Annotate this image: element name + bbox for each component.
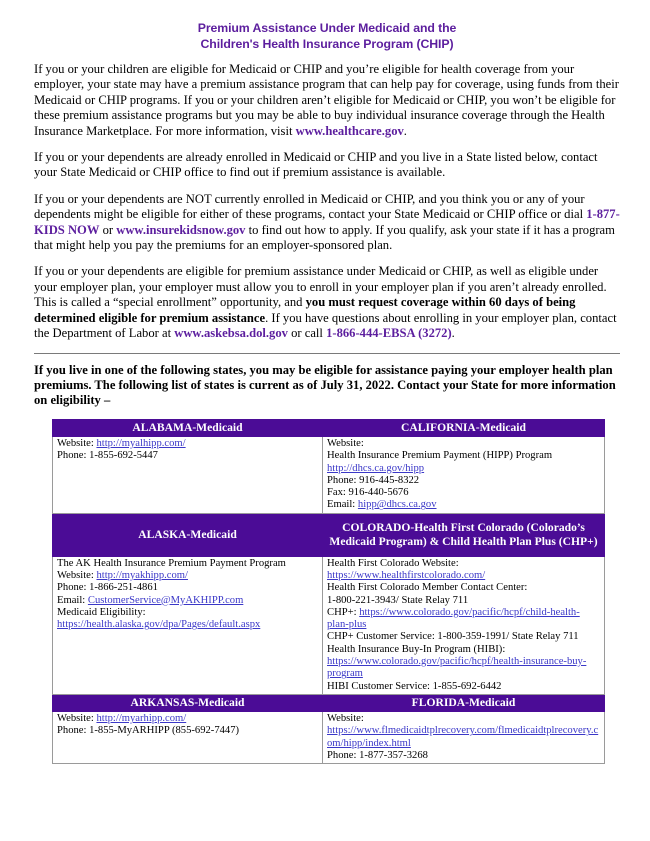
table-header-row [53, 513, 605, 556]
contact-link[interactable]: http://myalhipp.com/ [96, 437, 186, 449]
link-healthcare-gov[interactable]: www.healthcare.gov [295, 123, 404, 138]
state-contact-cell [53, 436, 323, 513]
paragraph-4-text-c: or call [287, 326, 327, 341]
contact-line [57, 570, 319, 582]
table-row [53, 712, 605, 764]
paragraph-already-enrolled: If you or your dependents are already enrolled in Medicaid or CHIP and you live in a State listed below, contact your State Medicaid or CHIP office to find out if premium assistance is available. [34, 150, 598, 180]
contact-line [57, 595, 319, 607]
paragraph-4-text-a: If you or your dependents are eligible for premium assistance under Medicaid or CHIP, as well as eligible under your employer plan, your employer must allow you to enroll in your employer plan if you aren’t already enrolled. This is called a “special enrollment” opportunity, and [34, 264, 607, 310]
contact-label: Website: [57, 570, 97, 581]
contact-label: Phone: 1-855-MyARHIPP (855-692-7447) [57, 725, 240, 737]
contact-label: Health Insurance Buy-In Program (HIBI): [327, 643, 506, 655]
contact-line [57, 713, 319, 725]
paragraph-special-enrollment [34, 264, 620, 341]
state-header-cell: ARKANSAS-Medicaid [53, 694, 323, 711]
contact-line [327, 487, 601, 499]
paragraph-4-bold-clause: you must request coverage within 60 days of being determined eligible for premium assistance [34, 295, 576, 325]
state-header-cell: COLORADO-Health First Colorado (Colorado’s Medicaid Program) & Child Health Plan Plus (CHP+) [323, 513, 605, 556]
paragraph-1-text-a: If you or your children are eligible for Medicaid or CHIP and you’re eligible for health coverage from your employer, your state may have a premium assistance program that can help pay for coverage, using funds from their Medicaid or CHIP programs. If you or your children aren’t eligible for Medicaid or CHIP, you won’t be eligible for these premium assistance programs but you may be able to buy individual insurance coverage through the Health Insurance Marketplace. For more information, visit [34, 62, 619, 138]
state-header-cell: FLORIDA-Medicaid [323, 694, 605, 711]
contact-label: Email: [327, 499, 358, 511]
contact-line [327, 463, 601, 475]
contact-link[interactable]: CustomerService@MyAKHIPP.com [87, 594, 244, 606]
contact-line [327, 570, 601, 582]
state-contact-cell [53, 556, 323, 694]
contact-line [327, 750, 601, 762]
state-contacts-table-body [53, 419, 605, 764]
paragraph-1-text-b: . [403, 123, 407, 138]
contact-line [57, 450, 319, 462]
contact-line [327, 499, 601, 511]
contact-label: CHP+: [327, 606, 360, 618]
link-ebsa-phone[interactable]: 1-866-444-EBSA (3272) [326, 326, 452, 341]
paragraph-3-text-b: or [99, 222, 117, 237]
contact-line [57, 558, 319, 570]
page-title-line-1: Premium Assistance Under Medicaid and the [197, 21, 457, 35]
state-header-cell: ALABAMA-Medicaid [53, 419, 323, 436]
paragraph-3-text-a: If you or your dependents are NOT currently enrolled in Medicaid or CHIP, and you think you or any of your dependents might be eligible for either of these programs, contact your State Medicaid or CHIP office or dial [34, 191, 587, 222]
contact-line [57, 725, 319, 737]
contact-link[interactable]: https://www.flmedicaidtplrecovery.com/flmedicaidtplrecovery.com/hipp/index.html [327, 725, 599, 749]
contact-line [327, 582, 601, 594]
contact-label: Phone: 1-866-251-4861 [57, 582, 158, 594]
contact-label: The AK Health Insurance Premium Payment Program [57, 557, 286, 569]
state-contact-cell [323, 556, 605, 694]
contact-line [327, 725, 601, 750]
table-row [53, 556, 605, 694]
paragraph-4-text-b: . If you have questions about enrolling in your employer plan, contact the Department of Labor at [34, 310, 617, 341]
contact-line [327, 450, 601, 462]
contact-label: CHP+ Customer Service: 1-800-359-1991/ State Relay 711 [327, 631, 579, 643]
contact-link[interactable]: https://www.colorado.gov/pacific/hcpf/child-health-plan-plus [327, 606, 580, 631]
contact-link[interactable]: http://dhcs.ca.gov/hipp [327, 462, 425, 474]
contact-label: HIBI Customer Service: 1-855-692-6442 [327, 680, 502, 692]
contact-link[interactable]: https://www.healthfirstcolorado.com/ [327, 570, 486, 581]
contact-line [327, 558, 601, 570]
contact-line [57, 438, 319, 450]
contact-line [327, 631, 601, 643]
contact-label: Health First Colorado Member Contact Center: [327, 582, 528, 594]
contact-label: Email: [57, 594, 88, 606]
contact-label: Health First Colorado Website: [327, 557, 459, 569]
contact-label: 1-800-221-3943/ State Relay 711 [327, 594, 469, 606]
contact-line [327, 656, 601, 681]
link-kids-now-phone[interactable]: 1-877-KIDS NOW [34, 207, 620, 237]
paragraph-not-enrolled [34, 192, 620, 254]
contact-line [327, 438, 601, 450]
contact-label: Phone: 916-445-8322 [327, 474, 420, 486]
link-askebsa-dol-gov[interactable]: www.askebsa.dol.gov [174, 326, 288, 341]
contact-label: Health Insurance Premium Payment (HIPP) Program [327, 450, 553, 462]
contact-link[interactable]: https://health.alaska.gov/dpa/Pages/default.aspx [57, 619, 261, 631]
contact-label: Website: [327, 437, 364, 449]
contact-line [57, 619, 319, 631]
state-contact-cell [323, 436, 605, 513]
paragraph-4-text-d: . [451, 326, 455, 341]
state-header-cell: CALIFORNIA-Medicaid [323, 419, 605, 436]
contact-label: Website: [57, 437, 97, 449]
state-header-cell: ALASKA-Medicaid [53, 513, 323, 556]
page-title-line-2: Children's Health Insurance Program (CHIP) [200, 36, 454, 51]
contact-link[interactable]: hipp@dhcs.ca.gov [357, 499, 437, 511]
table-header-row [53, 694, 605, 711]
contact-line [327, 607, 601, 632]
contact-label: Website: [57, 713, 97, 725]
state-contacts-table [52, 419, 605, 765]
page-title [34, 21, 620, 52]
contact-line [327, 681, 601, 693]
contact-label: Phone: 1-877-357-3268 [327, 750, 428, 762]
table-row [53, 436, 605, 513]
link-insurekidsnow-gov[interactable]: www.insurekidsnow.gov [116, 222, 246, 237]
contact-label: Phone: 1-855-692-5447 [57, 450, 158, 462]
state-contact-cell [53, 712, 323, 764]
paragraph-state-list-lead: If you live in one of the following states, you may be eligible for assistance paying your employer health plan premiums. The following list of states is current as of July 31, 2022. Contact your State for more information on eligibility – [34, 362, 616, 408]
contact-line [327, 595, 601, 607]
state-contact-cell [323, 712, 605, 764]
contact-label: Website: [327, 713, 364, 725]
paragraph-3-text-c: to find out how to apply. If you qualify, ask your state if it has a program that might help you pay the premiums for an employer-sponsored plan. [34, 222, 615, 253]
contact-label: Fax: 916-440-5676 [327, 487, 409, 499]
section-divider [34, 353, 620, 354]
contact-line [327, 475, 601, 487]
table-header-row [53, 419, 605, 436]
contact-link[interactable]: http://myarhipp.com/ [96, 713, 187, 725]
contact-label: Medicaid Eligibility: [57, 606, 146, 618]
contact-line [327, 713, 601, 725]
contact-line [327, 644, 601, 656]
contact-link[interactable]: http://myakhipp.com/ [96, 570, 188, 581]
contact-link[interactable]: https://www.colorado.gov/pacific/hcpf/health-insurance-buy-program [327, 656, 587, 680]
paragraph-marketplace [34, 62, 620, 139]
contact-line [57, 607, 319, 619]
contact-line [57, 582, 319, 594]
